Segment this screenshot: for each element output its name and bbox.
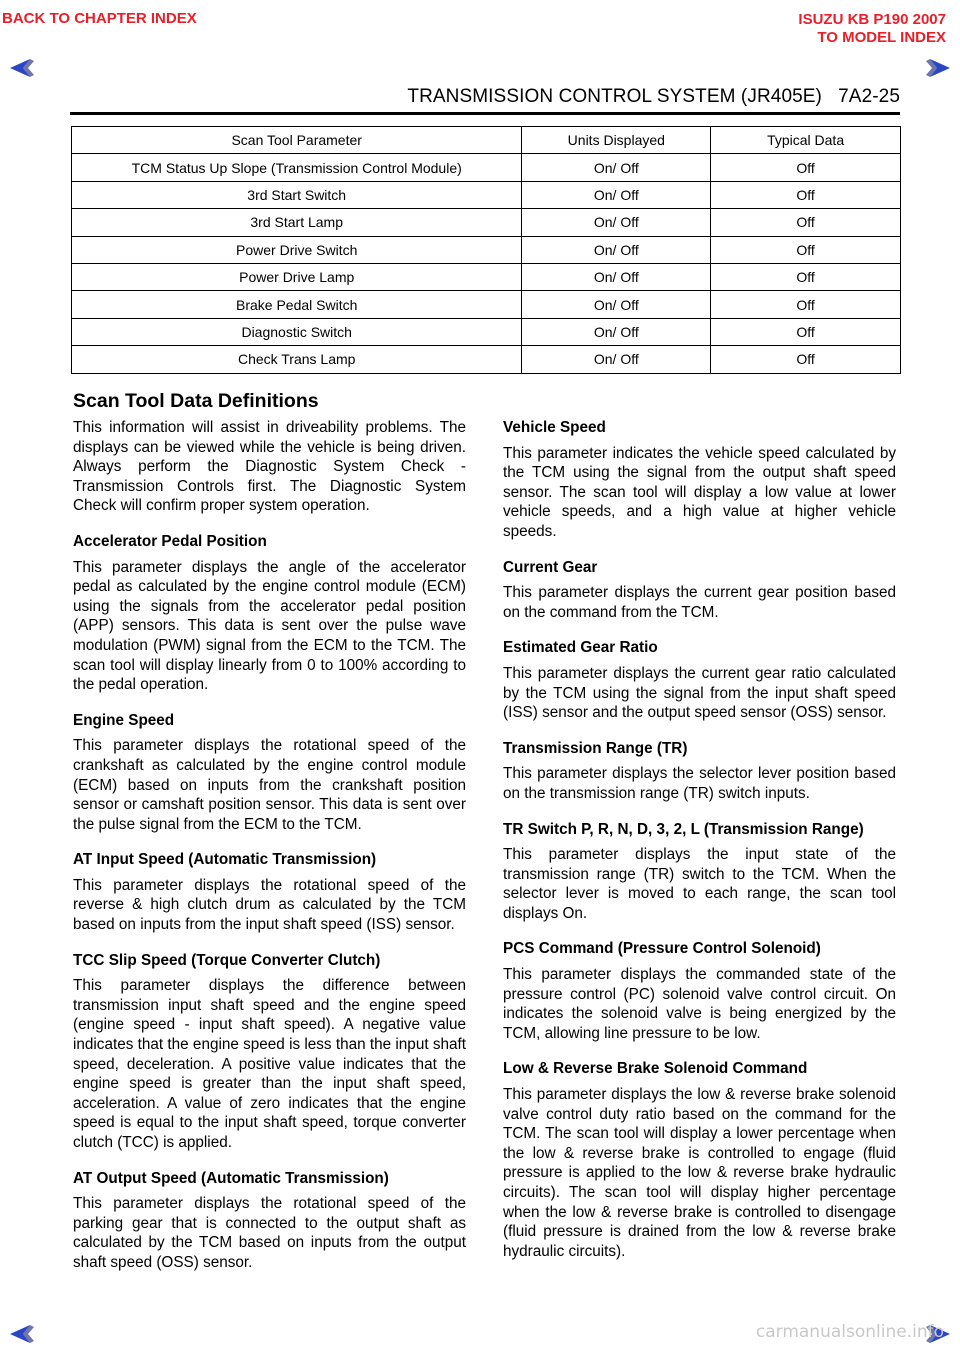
definition-heading: Current Gear [503,558,598,576]
definition-heading: TCC Slip Speed (Torque Converter Clutch) [73,951,381,969]
definition-body: This parameter displays the rotational speed of the reverse & high clutch drum as calculated by the TCM based on inputs from the input shaft speed (ISS) sensor. [73,876,466,934]
back-to-chapter-link[interactable]: BACK TO CHAPTER INDEX [2,10,197,27]
table-cell: Off [711,209,901,236]
definition-body: This parameter indicates the vehicle speed calculated by the TCM using the signal from the output shaft speed sensor. The scan tool will display a low value at lower vehicle speeds, and a high value at higher vehicle speeds. [503,444,896,540]
left-column [73,418,466,1289]
table-cell: On/ Off [522,318,711,345]
watermark: carmanualsonline.info [755,1322,944,1342]
table-row [72,209,901,236]
header-divider [70,112,900,115]
table-row [72,236,901,263]
table-row [72,318,901,345]
definition-heading: AT Output Speed (Automatic Transmission) [73,1169,389,1187]
page-header [70,86,900,108]
table-cell: Off [711,318,901,345]
table-cell: Check Trans Lamp [72,346,522,373]
scan-tool-parameter-table [71,126,901,374]
table-cell: Off [711,346,901,373]
prev-page-arrow-icon[interactable] [10,58,36,78]
table-cell: Off [711,181,901,208]
definition-body: This parameter displays the input state of the transmission range (TR) switch to the TCM. When the selector lever is moved to each range, the scan tool displays On. [503,846,896,922]
definition-heading: Low & Reverse Brake Solenoid Command [503,1060,808,1078]
definition-heading: Transmission Range (TR) [503,739,688,757]
table-cell: Off [711,236,901,263]
definition-body: This parameter displays the low & reverse brake solenoid valve control duty ratio based on the command for the TCM. The scan tool will display a lower percentage when the low & reverse brake is controlled to engage (fluid pressure is applied to the low & reverse brake hydraulic circuits). The scan tool will display higher percentage when the low & reverse brake is controlled to disengage (fluid pressure is drained from the low & reverse brake hydraulic circuits). [503,1086,896,1260]
table-cell: 3rd Start Switch [72,181,522,208]
definition-body: This parameter displays the angle of the accelerator pedal as calculated by the engine control module (ECM) using the signals from the accelerator pedal position (APP) sensors. This data is sent over the pulse wave modulation (PWM) signal from the ECM to the TCM. The scan tool will display linearly from 0 to 100% according to the pedal operation. [73,558,466,694]
section-title: Scan Tool Data Definitions [73,390,319,412]
table-row [72,291,901,318]
definition-heading: Accelerator Pedal Position [73,532,267,550]
table-cell: 3rd Start Lamp [72,209,522,236]
table-row [72,181,901,208]
page-number: 7A2-25 [838,86,900,107]
table-cell: Off [711,291,901,318]
table-cell: Power Drive Switch [72,236,522,263]
table-cell: TCM Status Up Slope (Transmission Control Module) [72,154,522,181]
model-title[interactable]: ISUZU KB P190 2007 [798,11,946,28]
table-cell: On/ Off [522,263,711,290]
definition-heading: Estimated Gear Ratio [503,639,658,657]
definition-body: This parameter displays the selector lever position based on the transmission range (TR) switch inputs. [503,765,896,802]
definition-heading: AT Input Speed (Automatic Transmission) [73,851,377,869]
right-column [503,418,896,1277]
column-header: Typical Data [711,127,901,154]
table-cell: On/ Off [522,154,711,181]
definition-heading: Vehicle Speed [503,419,606,436]
definition-body: This parameter displays the difference between transmission input shaft speed and the engine speed (engine speed - input shaft speed). A negative value indicates that the engine speed is less than the input shaft speed, deceleration. A positive value indicates that the engine speed is greater than the input shaft speed, acceleration. A value of zero indicates that the engine speed is equal to the input shaft speed, torque converter clutch (TCC) is applied. [73,977,466,1151]
model-index-link[interactable] [798,11,946,47]
table-cell: Power Drive Lamp [72,263,522,290]
column-header: Units Displayed [522,127,711,154]
table-row [72,346,901,373]
table-row [72,154,901,181]
intro-paragraph: This information will assist in driveability problems. The displays can be viewed while the vehicle is being driven. Always perform the Diagnostic System Check - Transmission Controls first. The Diagnostic System Check will confirm proper system operation. [73,419,466,515]
table-cell: Brake Pedal Switch [72,291,522,318]
definition-heading: Engine Speed [73,711,175,729]
definition-body: This parameter displays the current gear ratio calculated by the TCM using the signal from the input shaft speed (ISS) sensor and the output speed sensor (OSS) sensor. [503,664,896,722]
table-cell: On/ Off [522,209,711,236]
table-cell: On/ Off [522,291,711,318]
definition-heading: PCS Command (Pressure Control Solenoid) [503,940,821,958]
table-cell: On/ Off [522,181,711,208]
column-header: Scan Tool Parameter [72,127,522,154]
table-cell: Off [711,263,901,290]
table-cell: On/ Off [522,346,711,373]
table-cell: Off [711,154,901,181]
table-cell: On/ Off [522,236,711,263]
table-cell: Diagnostic Switch [72,318,522,345]
table-header-row [72,127,901,154]
next-page-arrow-icon[interactable] [924,58,950,78]
definition-body: This parameter displays the commanded state of the pressure control (PC) solenoid valve control circuit. On indicates the solenoid valve is being energized by the TCM, allowing line pressure to be low. [503,966,896,1042]
page-title: TRANSMISSION CONTROL SYSTEM (JR405E) [407,86,822,107]
definition-body: This parameter displays the rotational speed of the crankshaft as calculated by the engine control module (ECM) based on inputs from the crankshaft position sensor or camshaft position sensor. This data is sent over the pulse signal from the ECM to the TCM. [73,737,466,833]
definition-body: This parameter displays the current gear position based on the command from the TCM. [503,584,896,621]
prev-page-arrow-icon[interactable] [10,1324,36,1344]
definition-heading: TR Switch P, R, N, D, 3, 2, L (Transmission Range) [503,820,864,838]
definition-body: This parameter displays the rotational speed of the parking gear that is connected to the output shaft as calculated by the TCM based on inputs from the output shaft speed (OSS) sensor. [73,1195,466,1271]
table-row [72,263,901,290]
model-index-label[interactable]: TO MODEL INDEX [817,29,946,46]
